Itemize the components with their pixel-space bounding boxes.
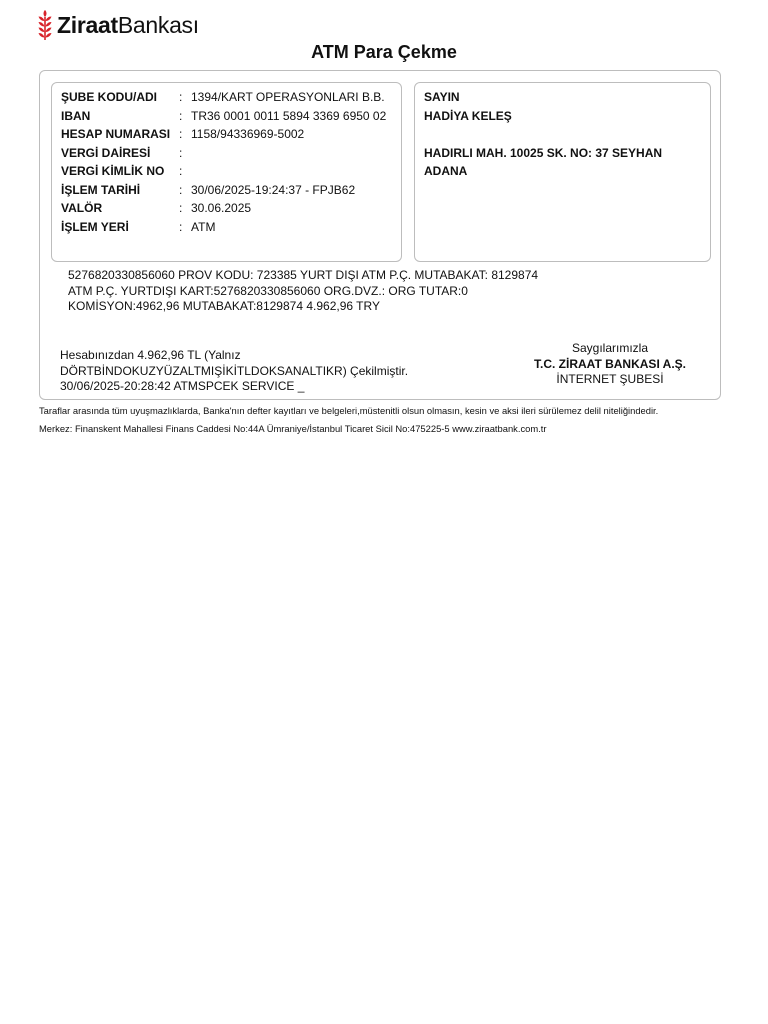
bank-logo-word-ziraat: Ziraat <box>57 12 118 38</box>
transaction-line-1: 5276820330856060 PROV KODU: 723385 YURT DIŞI ATM P.Ç. MUTABAKAT: 8129874 <box>68 268 539 282</box>
value-date-label: VALÖR <box>61 201 103 215</box>
customer-address-line-2: ADANA <box>424 164 468 178</box>
iban-label: IBAN <box>61 108 91 123</box>
signature-closing: Saygılarımızla <box>571 341 649 355</box>
info-row-value-date <box>61 199 401 218</box>
customer-panel <box>414 82 711 262</box>
transaction-place-colon: : <box>179 219 183 234</box>
receipt-box <box>39 70 721 400</box>
withdrawal-note-line-2: DÖRTBİNDOKUZYÜZALTMIŞİKİTLDOKSANALTIKR) Çekilmiştir. <box>60 363 409 378</box>
info-row-account-number <box>61 125 401 144</box>
customer-block <box>415 83 710 181</box>
iban-value: TR36 0001 0011 5894 3369 6950 02 <box>191 108 387 123</box>
info-row-tax-office <box>61 144 401 163</box>
info-row-tax-id <box>61 162 401 181</box>
legal-disclaimer: Taraflar arasında tüm uyuşmazlıklarda, Banka'nın defter kayıtları ve belgeleri,müstenitli olsun olmasın, kesin ve aksi ileri sürülemez delil niteliğindedir. <box>39 405 659 416</box>
branch-label: ŞUBE KODU/ADI <box>61 90 158 104</box>
customer-address-line-1: HADIRLI MAH. 10025 SK. NO: 37 SEYHAN <box>424 145 663 160</box>
tax-office-colon: : <box>179 145 183 160</box>
headquarters-address: Merkez: Finanskent Mahallesi Finans Caddesi No:44A Ümraniye/İstanbul Ticaret Sicil No:475225-5 www.ziraatbank.com.tr <box>39 423 547 434</box>
transaction-date-label: İŞLEM TARİHİ <box>61 182 141 197</box>
customer-spacer <box>424 125 700 144</box>
iban-colon: : <box>179 108 183 123</box>
tax-id-colon: : <box>179 164 183 178</box>
bank-logo <box>37 8 199 42</box>
info-row-branch <box>61 88 401 107</box>
tax-office-value <box>191 144 391 163</box>
withdrawal-note-line-1: Hesabınızdan 4.962,96 TL (Yalnız <box>60 348 241 362</box>
transaction-place-label: İŞLEM YERİ <box>61 219 129 234</box>
signature-company: T.C. ZİRAAT BANKASI A.Ş. <box>534 356 686 371</box>
withdrawal-note-line-3: 30/06/2025-20:28:42 ATMSPCEK SERVICE _ <box>60 379 305 393</box>
info-row-transaction-date <box>61 181 401 200</box>
info-row-transaction-place <box>61 218 401 237</box>
transaction-place-value: ATM <box>191 219 216 234</box>
withdrawal-note <box>60 348 480 395</box>
account-info-panel <box>51 82 402 262</box>
customer-salutation: SAYIN <box>424 90 460 104</box>
document-title: ATM Para Çekme <box>311 42 457 62</box>
signature-branch: İNTERNET ŞUBESİ <box>556 372 664 386</box>
account-number-label: HESAP NUMARASI <box>61 127 171 141</box>
account-number-value: 1158/94336969-5002 <box>191 127 305 141</box>
transaction-date-colon: : <box>179 182 183 197</box>
value-date-value: 30.06.2025 <box>191 201 252 215</box>
transaction-description <box>68 268 688 315</box>
branch-colon: : <box>179 90 183 104</box>
wheat-icon <box>37 9 53 41</box>
customer-name: HADİYA KELEŞ <box>424 108 512 123</box>
transaction-line-3: KOMİSYON:4962,96 MUTABAKAT:8129874 4.962,96 TRY <box>68 299 380 313</box>
bank-logo-word-bankasi: Bankası <box>117 12 199 38</box>
account-number-colon: : <box>179 127 183 141</box>
account-info-rows <box>52 83 401 236</box>
transaction-line-2: ATM P.Ç. YURTDIŞI KART:5276820330856060 ORG.DVZ.: ORG TUTAR:0 <box>68 283 468 298</box>
signature-block <box>520 341 700 388</box>
branch-value: 1394/KART OPERASYONLARI B.B. <box>191 90 385 104</box>
tax-id-label: VERGİ KİMLİK NO <box>61 164 165 178</box>
transaction-date-value: 30/06/2025-19:24:37 - FPJB62 <box>191 182 356 197</box>
tax-office-label: VERGİ DAİRESİ <box>61 145 151 160</box>
value-date-colon: : <box>179 201 183 215</box>
info-row-iban <box>61 107 401 126</box>
bank-logo-wordmark <box>57 9 199 41</box>
tax-id-value <box>191 162 391 181</box>
